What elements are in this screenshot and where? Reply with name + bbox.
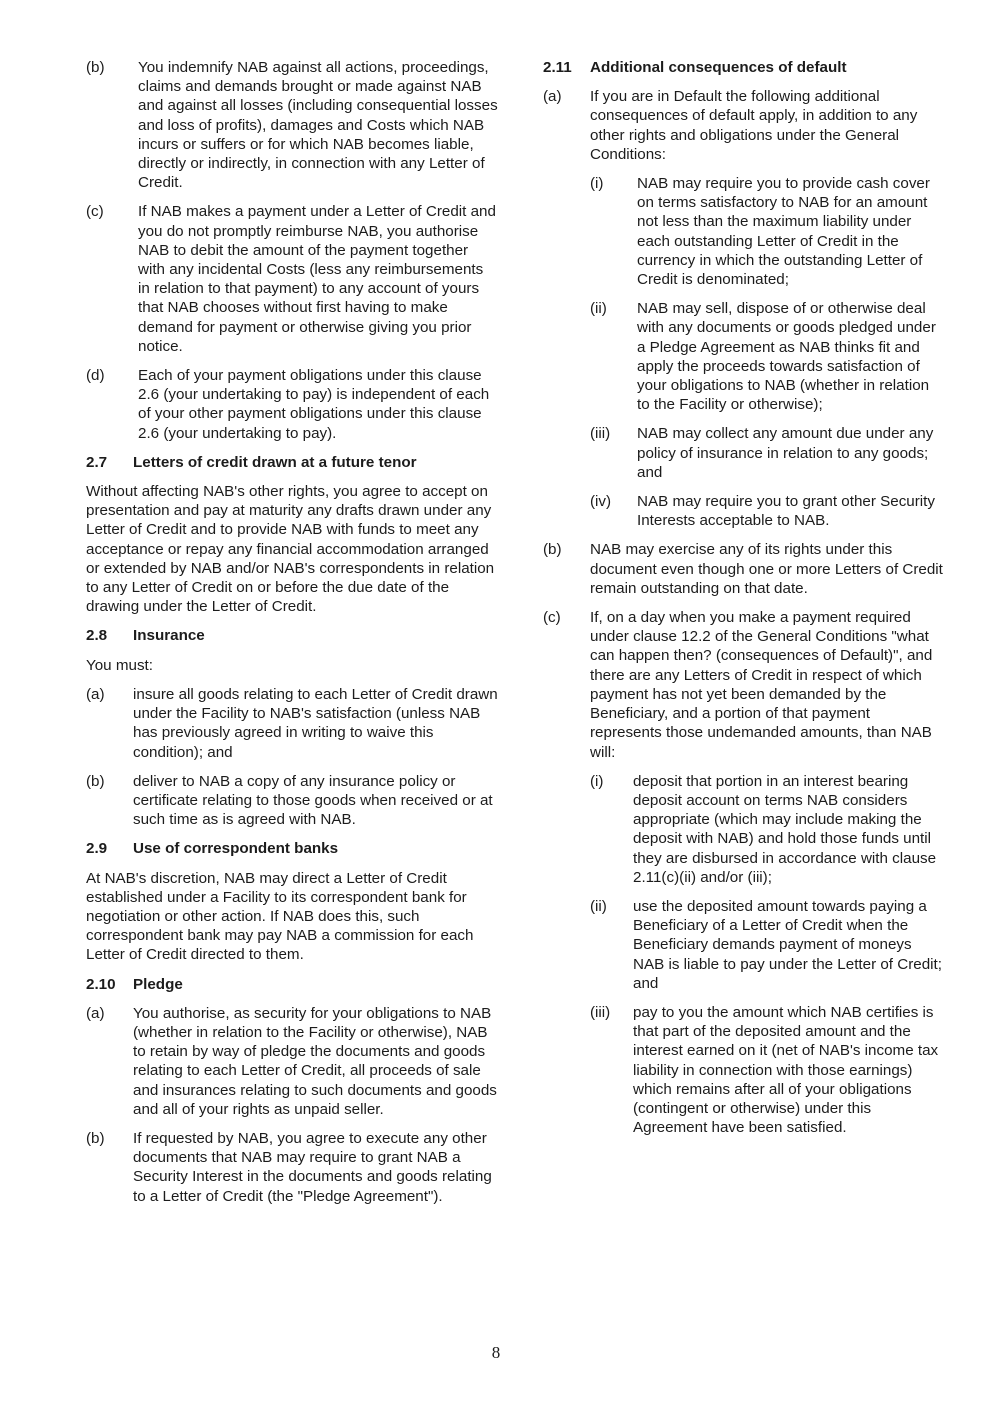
item-text: If, on a day when you make a payment required under clause 12.2 of the General Conditions "what can happen then? (consequences of Default)", and there are any Letters of Credit in respect of which payment has not yet been demanded by the Beneficiary, and a portion of that payment represents those undemanded amounts, than NAB will: <box>590 609 933 761</box>
item-text: NAB may collect any amount due under any policy of insurance in relation to any goods; and <box>637 425 934 481</box>
item-label: (i) <box>590 772 604 790</box>
section-heading <box>543 58 943 77</box>
sub-clause-list <box>590 772 943 1138</box>
clause-item <box>86 1004 498 1119</box>
item-text: insure all goods relating to each Letter of Credit drawn under the Facility to NAB's satisfaction (unless NAB has previously agreed in writing to waive this condition); and <box>133 685 498 761</box>
item-text: pay to you the amount which NAB certifies is that part of the deposited amount and the interest earned on it (net of NAB's income tax liability in connection with those earnings) which remains after all of your obligations (contingent or otherwise) under this Agreement have been satisfied. <box>633 1003 939 1137</box>
item-text: NAB may exercise any of its rights under this document even though one or more Letters of Credit remain outstanding on that date. <box>590 541 943 597</box>
item-text: If NAB makes a payment under a Letter of Credit and you do not promptly reimburse NAB, you authorise NAB to debit the amount of the payment together with any incidental Costs (less any reimbursements in relation to that payment) to any account of yours that NAB chooses without first having to make demand for payment or otherwise giving you prior notice. <box>138 203 496 355</box>
item-label: (b) <box>86 59 105 76</box>
sub-clause-item <box>590 424 943 482</box>
section-heading <box>86 975 498 994</box>
item-text: You indemnify NAB against all actions, proceedings, claims and demands brought or made against NAB and against all losses (including consequential losses and loss of profits), damages and Costs which NAB incurs or suffers or for which NAB becomes liable, directly or indirectly, in connection with any Letter of Credit. <box>138 59 498 192</box>
item-label: (b) <box>86 772 105 790</box>
section-title: Letters of credit drawn at a future tenor <box>133 453 417 471</box>
item-label: (c) <box>543 609 561 627</box>
item-label: (b) <box>543 541 562 559</box>
section-number: 2.10 <box>86 975 116 993</box>
section-intro: You must: <box>86 656 153 674</box>
section-number: 2.11 <box>543 59 572 76</box>
item-label: (iv) <box>590 493 612 511</box>
item-text: NAB may require you to grant other Security Interests acceptable to NAB. <box>637 493 935 530</box>
clause-item <box>86 685 498 762</box>
section-title: Use of correspondent banks <box>133 840 339 858</box>
clause-item <box>543 608 943 762</box>
item-text: deposit that portion in an interest bearing deposit account on terms NAB considers appropriate (which may include making the deposit with NAB) and hold those funds until they are disbursed in accordance with clause 2.11(c)(ii) and/or (iii); <box>633 772 937 886</box>
section-heading <box>86 453 498 472</box>
item-text: NAB may require you to provide cash cover on terms satisfactory to NAB for an amount not less than the maximum liability under each outstanding Letter of Credit in the currency in which the outstanding Letter of Credit is denominated; <box>637 175 930 289</box>
section-paragraph: At NAB's discretion, NAB may direct a Letter of Credit established under a Facility to its correspondent bank for negotiation or other action. If NAB does this, such correspondent bank may pay NAB a commission for each Letter of Credit directed to them. <box>86 869 474 964</box>
section-heading <box>86 626 498 645</box>
section-number: 2.7 <box>86 453 108 471</box>
item-text: If you are in Default the following additional consequences of default apply, in addition to any other rights and obligations under the General Conditions: <box>590 88 918 163</box>
clause-item <box>86 772 498 830</box>
left-column <box>86 58 498 1216</box>
sub-clause-item <box>590 1003 943 1137</box>
item-label: (iii) <box>590 1003 611 1021</box>
section-paragraph: Without affecting NAB's other rights, you agree to accept on presentation and pay at maturity any drafts drawn under any Letter of Credit and to provide NAB with funds to meet any acceptance or repay any financial accommodation arranged or extended by NAB and/or NAB's correspondents in relation to any Letter of Credit on or before the due date of the drawing under the Letter of Credit. <box>86 483 495 616</box>
section-number: 2.9 <box>86 840 108 858</box>
item-label: (a) <box>86 1004 105 1022</box>
item-text: Each of your payment obligations under this clause 2.6 (your undertaking to pay) is independent of each of your other payment obligations under this clause 2.6 (your undertaking to pay). <box>138 367 490 442</box>
page-number: 8 <box>491 1343 501 1362</box>
item-label: (iii) <box>590 425 611 443</box>
clause-item <box>86 58 498 192</box>
clause-item <box>86 1129 498 1206</box>
section-title: Insurance <box>133 627 205 645</box>
item-label: (ii) <box>590 897 607 915</box>
sub-clause-list <box>590 174 943 530</box>
item-text: You authorise, as security for your obligations to NAB (whether in relation to the Facility or otherwise), NAB to retain by way of pledge the documents and goods relating to each Letter of Credit, all proceeds of sale and insurances relating to such documents and goods and all of your rights as unpaid seller. <box>133 1004 497 1118</box>
item-label: (a) <box>543 88 562 106</box>
item-label: (i) <box>590 175 604 193</box>
sub-clause-item <box>590 174 943 289</box>
item-label: (ii) <box>590 300 607 318</box>
clause-item <box>543 540 943 598</box>
section-title: Additional consequences of default <box>590 59 847 76</box>
item-text: deliver to NAB a copy of any insurance policy or certificate relating to those goods when received or at such time as is agreed with NAB. <box>133 772 493 829</box>
sub-clause-item <box>590 299 943 414</box>
sub-clause-item <box>590 897 943 993</box>
item-label: (c) <box>86 203 104 221</box>
clause-item <box>86 202 498 356</box>
item-text: If requested by NAB, you agree to execute any other documents that NAB may require to grant NAB a Security Interest in the documents and goods relating to a Letter of Credit (the "Pledge Agreement"). <box>133 1129 492 1205</box>
section-heading <box>86 839 498 858</box>
sub-clause-item <box>590 772 943 887</box>
right-column <box>543 58 943 1147</box>
section-number: 2.8 <box>86 627 108 645</box>
item-text: use the deposited amount towards paying a Beneficiary of a Letter of Credit when the Beneficiary demands payment of moneys NAB is liable to pay under the Letter of Credit; and <box>633 897 942 992</box>
sub-clause-item <box>590 492 943 530</box>
section-title: Pledge <box>133 975 183 993</box>
item-label: (d) <box>86 367 105 385</box>
item-label: (b) <box>86 1129 105 1147</box>
clause-item <box>86 366 498 443</box>
item-text: NAB may sell, dispose of or otherwise deal with any documents or goods pledged under a Pledge Agreement as NAB thinks fit and apply the proceeds towards satisfaction of your obligations to NAB (whether in relation to the Facility or otherwise); <box>637 300 936 414</box>
clause-item <box>543 87 943 164</box>
item-label: (a) <box>86 685 105 703</box>
